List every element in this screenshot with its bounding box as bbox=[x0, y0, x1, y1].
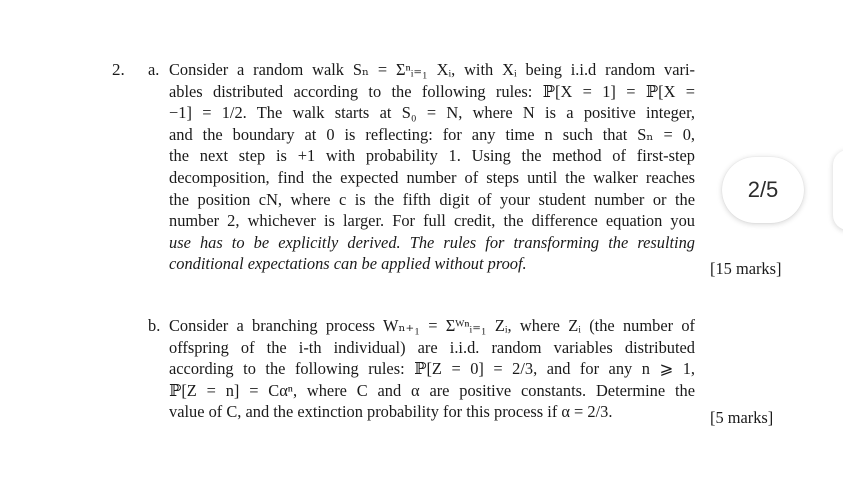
part-b-line-2: offspring of the i-th individual) are i.i.d. random variables distributed bbox=[169, 337, 695, 357]
part-a-marks: [15 marks] bbox=[710, 259, 782, 278]
part-a bbox=[148, 59, 695, 275]
part-b-line-4: ℙ[Z = n] = Cαⁿ, where C and α are positive constants. Determine the bbox=[169, 380, 695, 400]
question-number: 2. bbox=[112, 60, 125, 79]
part-a-line-1: a. Consider a random walk Sₙ = Σⁿᵢ₌₁ Xᵢ, with Xᵢ being i.i.d random vari- bbox=[148, 60, 695, 79]
part-b-line-3: according to the following rules: ℙ[Z = 0] = 2/3, and for any n ⩾ 1, bbox=[169, 359, 695, 379]
part-a-line-7: the position cN, where c is the fifth digit of your student number or the bbox=[169, 189, 695, 209]
part-a-line-6: decomposition, find the expected number of steps until the walker reaches bbox=[169, 167, 695, 187]
part-a-line-9: use has to be explicitly derived. The rules for transforming the resulting bbox=[169, 232, 695, 252]
part-a-line-4: and the boundary at 0 is reflecting: for any time n such that Sₙ = 0, bbox=[169, 124, 695, 144]
part-a-line-8: number 2, whichever is larger. For full credit, the difference equation you bbox=[169, 211, 695, 231]
part-b-label: b. bbox=[148, 316, 161, 335]
part-b bbox=[148, 315, 695, 423]
part-a-line-3: −1] = 1/2. The walk starts at S₀ = N, where N is a positive integer, bbox=[169, 103, 695, 123]
part-a-line-2: ables distributed according to the following rules: ℙ[X = 1] = ℙ[X = bbox=[169, 81, 695, 101]
page-indicator: 2/5 bbox=[722, 157, 804, 223]
part-a-line-10: conditional expectations can be applied without proof. bbox=[169, 254, 527, 274]
part-b-line-5: value of C, and the extinction probability for this process if α = 2/3. bbox=[169, 402, 613, 422]
part-a-label: a. bbox=[148, 60, 160, 79]
scroll-handle[interactable] bbox=[833, 150, 843, 230]
part-b-line-1: b. Consider a branching process Wₙ₊₁ = Σᵂⁿᵢ₌₁ Zᵢ, where Zᵢ (the number of bbox=[148, 316, 695, 335]
part-a-line-5: the next step is +1 with probability 1. Using the method of first-step bbox=[169, 146, 695, 166]
part-b-marks: [5 marks] bbox=[710, 408, 774, 427]
